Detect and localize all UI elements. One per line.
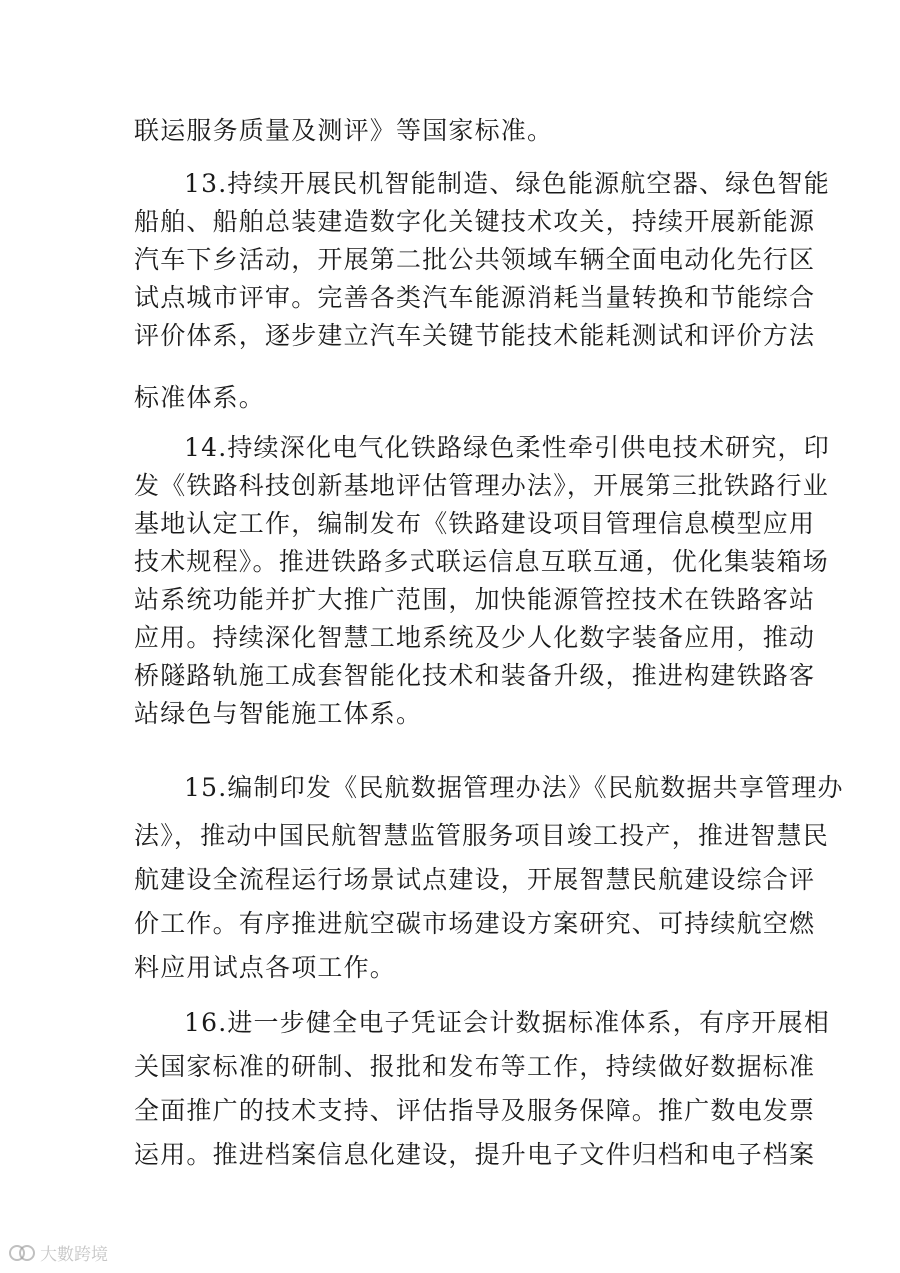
text-line: 试点城市评审。完善各类汽车能源消耗当量转换和节能综合 — [134, 283, 816, 312]
text-line: 汽车下乡活动，开展第二批公共领域车辆全面电动化先行区 — [134, 245, 816, 274]
text-line: 应用。持续深化智慧工地系统及少人化数字装备应用，推动 — [134, 623, 816, 652]
text-line: 基地认定工作，编制发布《铁路建设项目管理信息模型应用 — [134, 509, 816, 538]
text-line: 全面推广的技术支持、评估指导及服务保障。推广数电发票 — [134, 1096, 816, 1125]
text-line: 船舶、船舶总装建造数字化关键技术攻关，持续开展新能源 — [134, 207, 816, 236]
text-line: 价工作。有序推进航空碳市场建设方案研究、可持续航空燃 — [134, 909, 816, 938]
text-line: 法》，推动中国民航智慧监管服务项目竣工投产，推进智慧民 — [134, 821, 829, 850]
paragraph-13-start: 13.持续开展民机智能制造、绿色能源航空器、绿色智能 — [184, 169, 830, 198]
text-line: 关国家标准的研制、报批和发布等工作，持续做好数据标准 — [134, 1052, 816, 1081]
text-line: 料应用试点各项工作。 — [134, 953, 397, 982]
paragraph-15-start: 15.编制印发《民航数据管理办法》《民航数据共享管理办 — [184, 773, 844, 802]
watermark — [8, 1240, 108, 1265]
brand-logo-icon — [8, 1242, 36, 1264]
text-line: 标准体系。 — [134, 383, 266, 412]
text-line: 运用。推进档案信息化建设，提升电子文件归档和电子档案 — [134, 1140, 816, 1169]
paragraph-16-start: 16.进一步健全电子凭证会计数据标准体系，有序开展相 — [184, 1008, 830, 1037]
paragraph-14-start: 14.持续深化电气化铁路绿色柔性牵引供电技术研究，印 — [184, 433, 830, 462]
text-line: 站绿色与智能施工体系。 — [134, 699, 423, 728]
text-line: 技术规程》。推进铁路多式联运信息互联互通，优化集装箱场 — [134, 547, 829, 576]
watermark-text: 大數跨境 — [40, 1245, 108, 1265]
text-line: 发《铁路科技创新基地评估管理办法》，开展第三批铁路行业 — [134, 471, 829, 500]
text-line: 评价体系，逐步建立汽车关键节能技术能耗测试和评价方法 — [134, 321, 816, 350]
text-line: 联运服务质量及测评》等国家标准。 — [134, 116, 554, 145]
text-line: 航建设全流程运行场景试点建设，开展智慧民航建设综合评 — [134, 865, 816, 894]
text-line: 站系统功能并扩大推广范围，加快能源管控技术在铁路客站 — [134, 585, 816, 614]
text-line: 桥隧路轨施工成套智能化技术和装备升级，推进构建铁路客 — [134, 661, 816, 690]
